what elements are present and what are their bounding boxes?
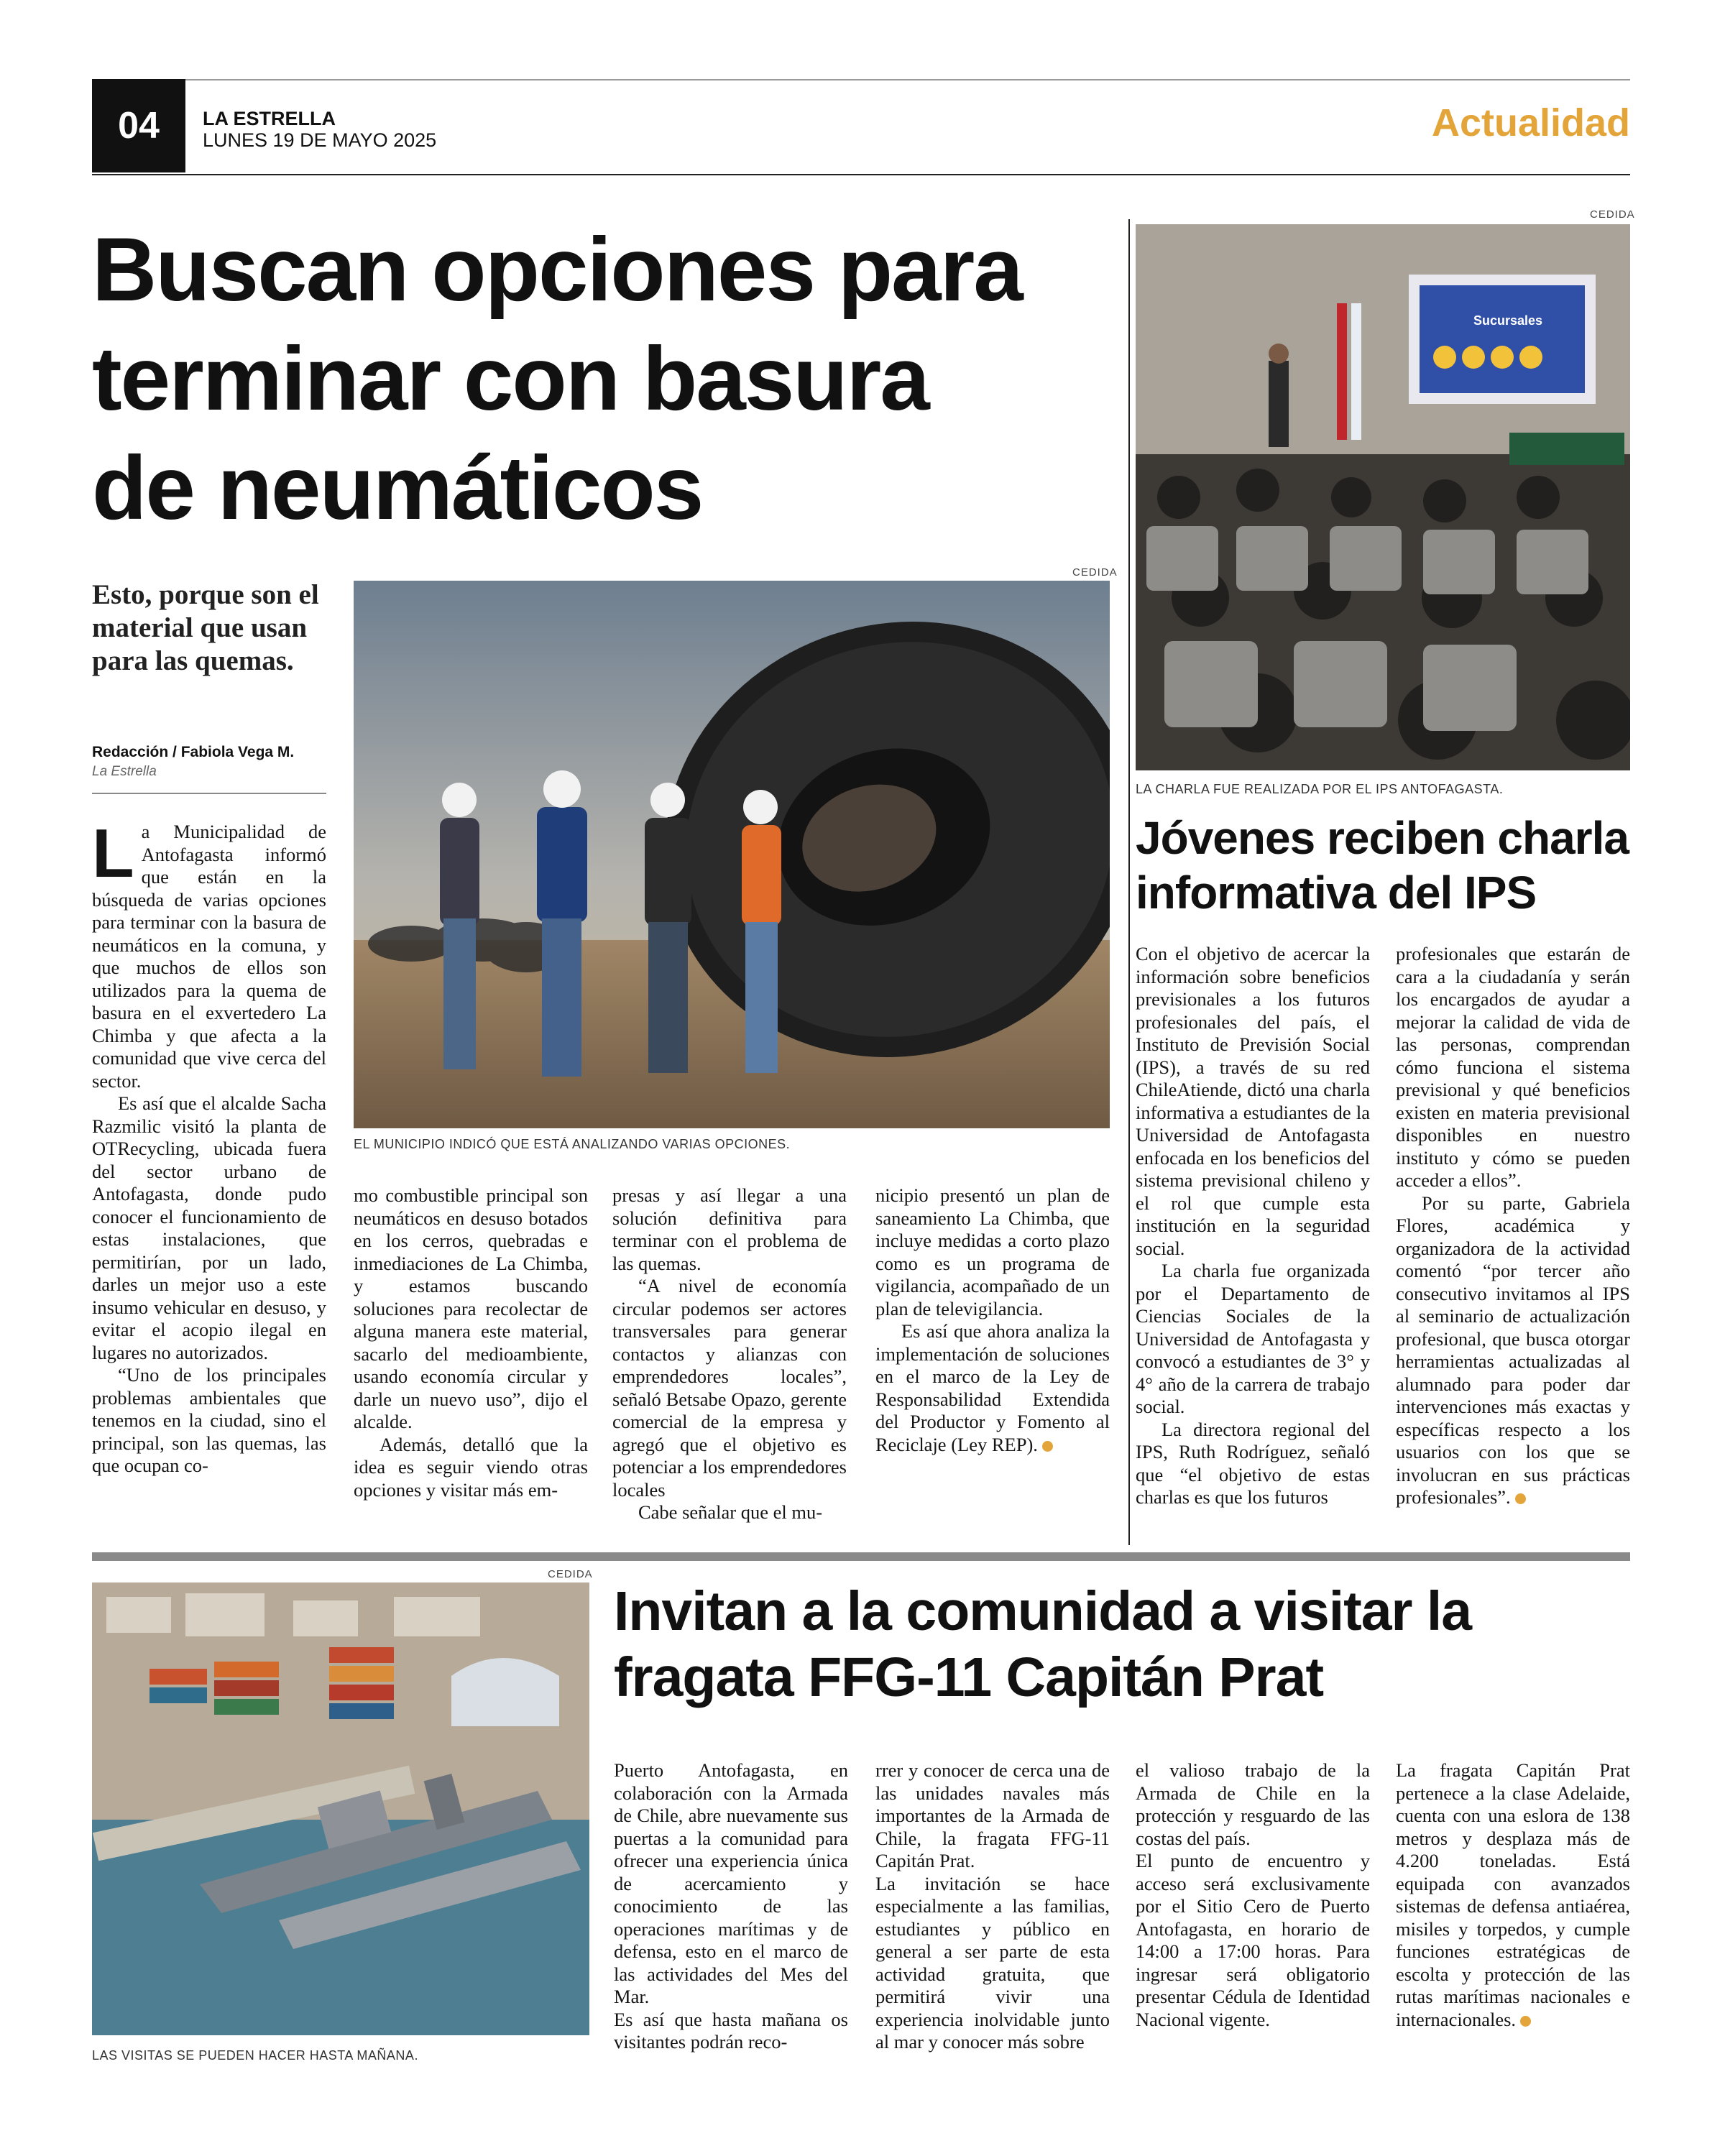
masthead <box>203 108 436 151</box>
ips-col-2 <box>1396 943 1630 1509</box>
main-subhead: Esto, porque son el material que usan para las quemas. <box>92 579 319 676</box>
main-headline <box>92 216 1113 543</box>
byline: Redacción / Fabiola Vega M. <box>92 744 295 760</box>
main-col1-p1 <box>92 815 326 1092</box>
port-photo-caption: LAS VISITAS SE PUEDEN HACER HASTA MAÑANA. <box>92 2048 418 2063</box>
ips-col-1 <box>1136 943 1370 1509</box>
dropcap: L <box>92 815 134 892</box>
fragata-col-1 <box>614 1759 848 2054</box>
fragata-photo-credit: CEDIDA <box>548 1568 593 1580</box>
port-photo-illustration <box>92 1583 589 2035</box>
port-photo <box>92 1583 589 2035</box>
end-mark-icon <box>1042 1441 1053 1452</box>
main-col3-p3: Cabe señalar que el mu- <box>638 1501 823 1523</box>
fragata-col2-p1: rrer y conocer de cerca una de las unidades navales más importantes de la Armada de Chile, la fragata FFG-11 Capitán Prat. <box>875 1759 1110 1871</box>
fragata-col3-p2: El punto de encuentro y acceso será exclusivamente por el Sitio Cero de Puerto Antofagasta, en horario de 14:00 a 17:00 horas. Para ingresar será obligatorio presentar Cédula de Identidad Nacional vigente. <box>1136 1850 1370 2030</box>
ips-col1-p2: La charla fue organizada por el Departamento de Ciencias Sociales de la Universidad de Antofagasta y convocó a estudiantes de 3° y 4° año de la carrera de trabajo social. <box>1136 1260 1370 1417</box>
fragata-col4-p1-text: La fragata Capitán Prat pertenece a la clase Adelaide, cuenta con una eslora de 138 metros y desplaza más de 4.200 toneladas. Está equipada con avanzados sistemas de defensa antiaérea, misiles y torpedos, y cumple funciones estratégicas de escolta y protección de las rutas marítimas nacionales e internacionales. <box>1396 1759 1630 2030</box>
main-col2-p1: mo combustible principal son neumáticos en desuso botados en los cerros, quebradas e inmediaciones de La Chimba, y estamos buscando soluciones para recolectar de alguna manera este material, sacarlo del medioambiente, usando economía circular y darle un nuevo uso”, dijo el alcalde. <box>354 1184 588 1432</box>
main-col-3 <box>612 1184 847 1524</box>
ips-photo <box>1136 224 1630 770</box>
ips-col2-p2-text: Por su parte, Gabriela Flores, académica y organizadora de la actividad comentó “por tercer año consecutivo invitamos al IPS al seminario de actualización profesional, que busca otorgar herramientas actualizadas al alumnado para poder dar intervenciones más exactas y específicas respecto a los usuarios con los que se involucran en sus prácticas profesionales”. <box>1396 1192 1630 1508</box>
tire-photo <box>354 581 1110 1128</box>
tire-photo-illustration <box>354 581 1110 1128</box>
main-col2-p2: Además, detalló que la idea es seguir viendo otras opciones y visitar más em- <box>354 1433 588 1501</box>
main-col3-p1: presas y así llegar a una solución definitiva para terminar con el problema de las quemas. <box>612 1184 847 1274</box>
main-col3-p2: “A nivel de economía circular podemos ser actores transversales para generar contactos y alianzas con emprendedores locales”, señaló Betsabe Opazo, gerente comercial de la empresa y agregó que el objetivo es potenciar a los emprendedores locales <box>612 1275 847 1501</box>
tire-photo-caption: EL MUNICIPIO INDICÓ QUE ESTÁ ANALIZANDO VARIAS OPCIONES. <box>354 1137 791 1151</box>
main-col-1 <box>92 815 326 1478</box>
ips-headline <box>1136 811 1639 920</box>
column-divider <box>1128 219 1130 1545</box>
top-rule <box>92 79 1630 80</box>
fragata-col1-p2: Es así que hasta mañana os visitantes podrán reco- <box>614 2008 848 2053</box>
main-col4-p1: nicipio presentó un plan de saneamiento La Chimba, que incluye medidas a corto plazo como es un programa de vigilancia, acompañado de un plan de televigilancia. <box>875 1184 1110 1319</box>
ips-col2-p1: profesionales que estarán de cara a la ciudadanía y serán los encargados de ayudar a mejorar la calidad de vida de las personas, comprendan cómo funciona el sistema previsional y qué beneficios existen en materia previsional disponibles en nuestro instituto y cómo se pueden acceder a ellos”. <box>1396 943 1630 1191</box>
issue-date: LUNES 19 DE MAYO 2025 <box>203 129 437 151</box>
end-mark-icon <box>1520 2016 1531 2027</box>
ips-headline-line: Jóvenes reciben charla <box>1136 812 1629 864</box>
ips-headline-line: informativa del IPS <box>1136 867 1537 918</box>
ips-photo-illustration <box>1136 224 1630 770</box>
main-col4-p2 <box>875 1320 1110 1456</box>
byline-rule <box>92 793 326 794</box>
section-label: Actualidad <box>1431 101 1630 144</box>
ips-photo-credit: CEDIDA <box>1590 208 1635 221</box>
main-col-2 <box>354 1184 588 1501</box>
fragata-headline-line: Invitan a la comunidad a visitar la <box>614 1580 1472 1642</box>
ips-col1-p1: Con el objetivo de acercar la información sobre beneficios previsionales a los futuros profesionales del país, el Instituto de Previsión Social (IPS), a través de su red ChileAtiende, dictó una charla informativa a estudiantes de la Universidad de Antofagasta enfocada en los beneficios del sistema previsional chileno y el rol que cumple esta institución en la seguridad social. <box>1136 943 1370 1259</box>
main-col1-p3: “Uno de los principales problemas ambientales que tenemos en la ciudad, sino el principal, son las quemas, las que ocupan co- <box>92 1364 326 1476</box>
fragata-col3-p1: el valioso trabajo de la Armada de Chile en la protección y resguardo de las costas del país. <box>1136 1759 1370 1849</box>
fragata-headline <box>614 1578 1634 1710</box>
publication-name: LA ESTRELLA <box>203 108 336 129</box>
fragata-col4-p1 <box>1396 1759 1630 2031</box>
main-headline-line: terminar con basura <box>92 329 929 429</box>
page-number: 04 <box>92 79 185 172</box>
fragata-col-2 <box>875 1759 1110 2054</box>
fragata-col-4 <box>1396 1759 1630 2031</box>
main-col1-p2: Es así que el alcalde Sacha Razmilic visitó la planta de OTRecycling, ubicada fuera del sector urbano de Antofagasta, donde pudo conocer el funcionamiento de estas instalaciones, que permitirían, por un lado, darles un mejor uso a este insumo vehicular en desuso, y evitar el acopio ilegal en lugares no autorizados. <box>92 1092 326 1363</box>
main-headline-line: de neumáticos <box>92 438 703 538</box>
ips-col2-p2 <box>1396 1192 1630 1509</box>
ips-col1-p3: La directora regional del IPS, Ruth Rodríguez, señaló que “el objetivo de estas charlas es que los futuros <box>1136 1418 1370 1508</box>
fragata-col1-p1: Puerto Antofagasta, en colaboración con la Armada de Chile, abre nuevamente sus puertas a la comunidad para ofrecer una experiencia única de acercamiento y conocimiento de las operaciones marítimas y de defensa, esto en el marco de las actividades del Mes del Mar. <box>614 1759 848 2007</box>
main-col1-p1-text: a Municipalidad de Antofagasta informó que están en la búsqueda de varias opciones para terminar con la basura de neumáticos en la comuna, y que muchos de ellos son utilizados para la quema de basura en el exvertedero La Chimba y que afecta a la comunidad que vive cerca del sector. <box>92 821 326 1092</box>
header-rule <box>92 174 1630 175</box>
main-col4-p2-text: Es así que ahora analiza la implementación de soluciones en el marco de la Ley de Responsabilidad Extendida del Productor y Fomento al Reciclaje (Ley REP). <box>875 1320 1110 1455</box>
ips-photo-caption: LA CHARLA FUE REALIZADA POR EL IPS ANTOFAGASTA. <box>1136 782 1504 796</box>
screen-text: Sucursales <box>1473 313 1543 328</box>
photo-credit: CEDIDA <box>1072 566 1118 579</box>
byline-outlet: La Estrella <box>92 764 157 779</box>
fragata-col2-p2: La invitación se hace especialmente a las familias, estudiantes y público en general a ser parte de esta actividad gratuita, que permitirá vivir una experiencia inolvidable junto al mar y conocer más sobre <box>875 1872 1110 2053</box>
main-headline-line: Buscan opciones para <box>92 220 1022 320</box>
main-col-4 <box>875 1184 1110 1456</box>
fragata-headline-line: fragata FFG-11 Capitán Prat <box>614 1646 1324 1708</box>
section-separator <box>92 1552 1630 1561</box>
end-mark-icon <box>1515 1493 1526 1504</box>
fragata-col-3 <box>1136 1759 1370 2031</box>
